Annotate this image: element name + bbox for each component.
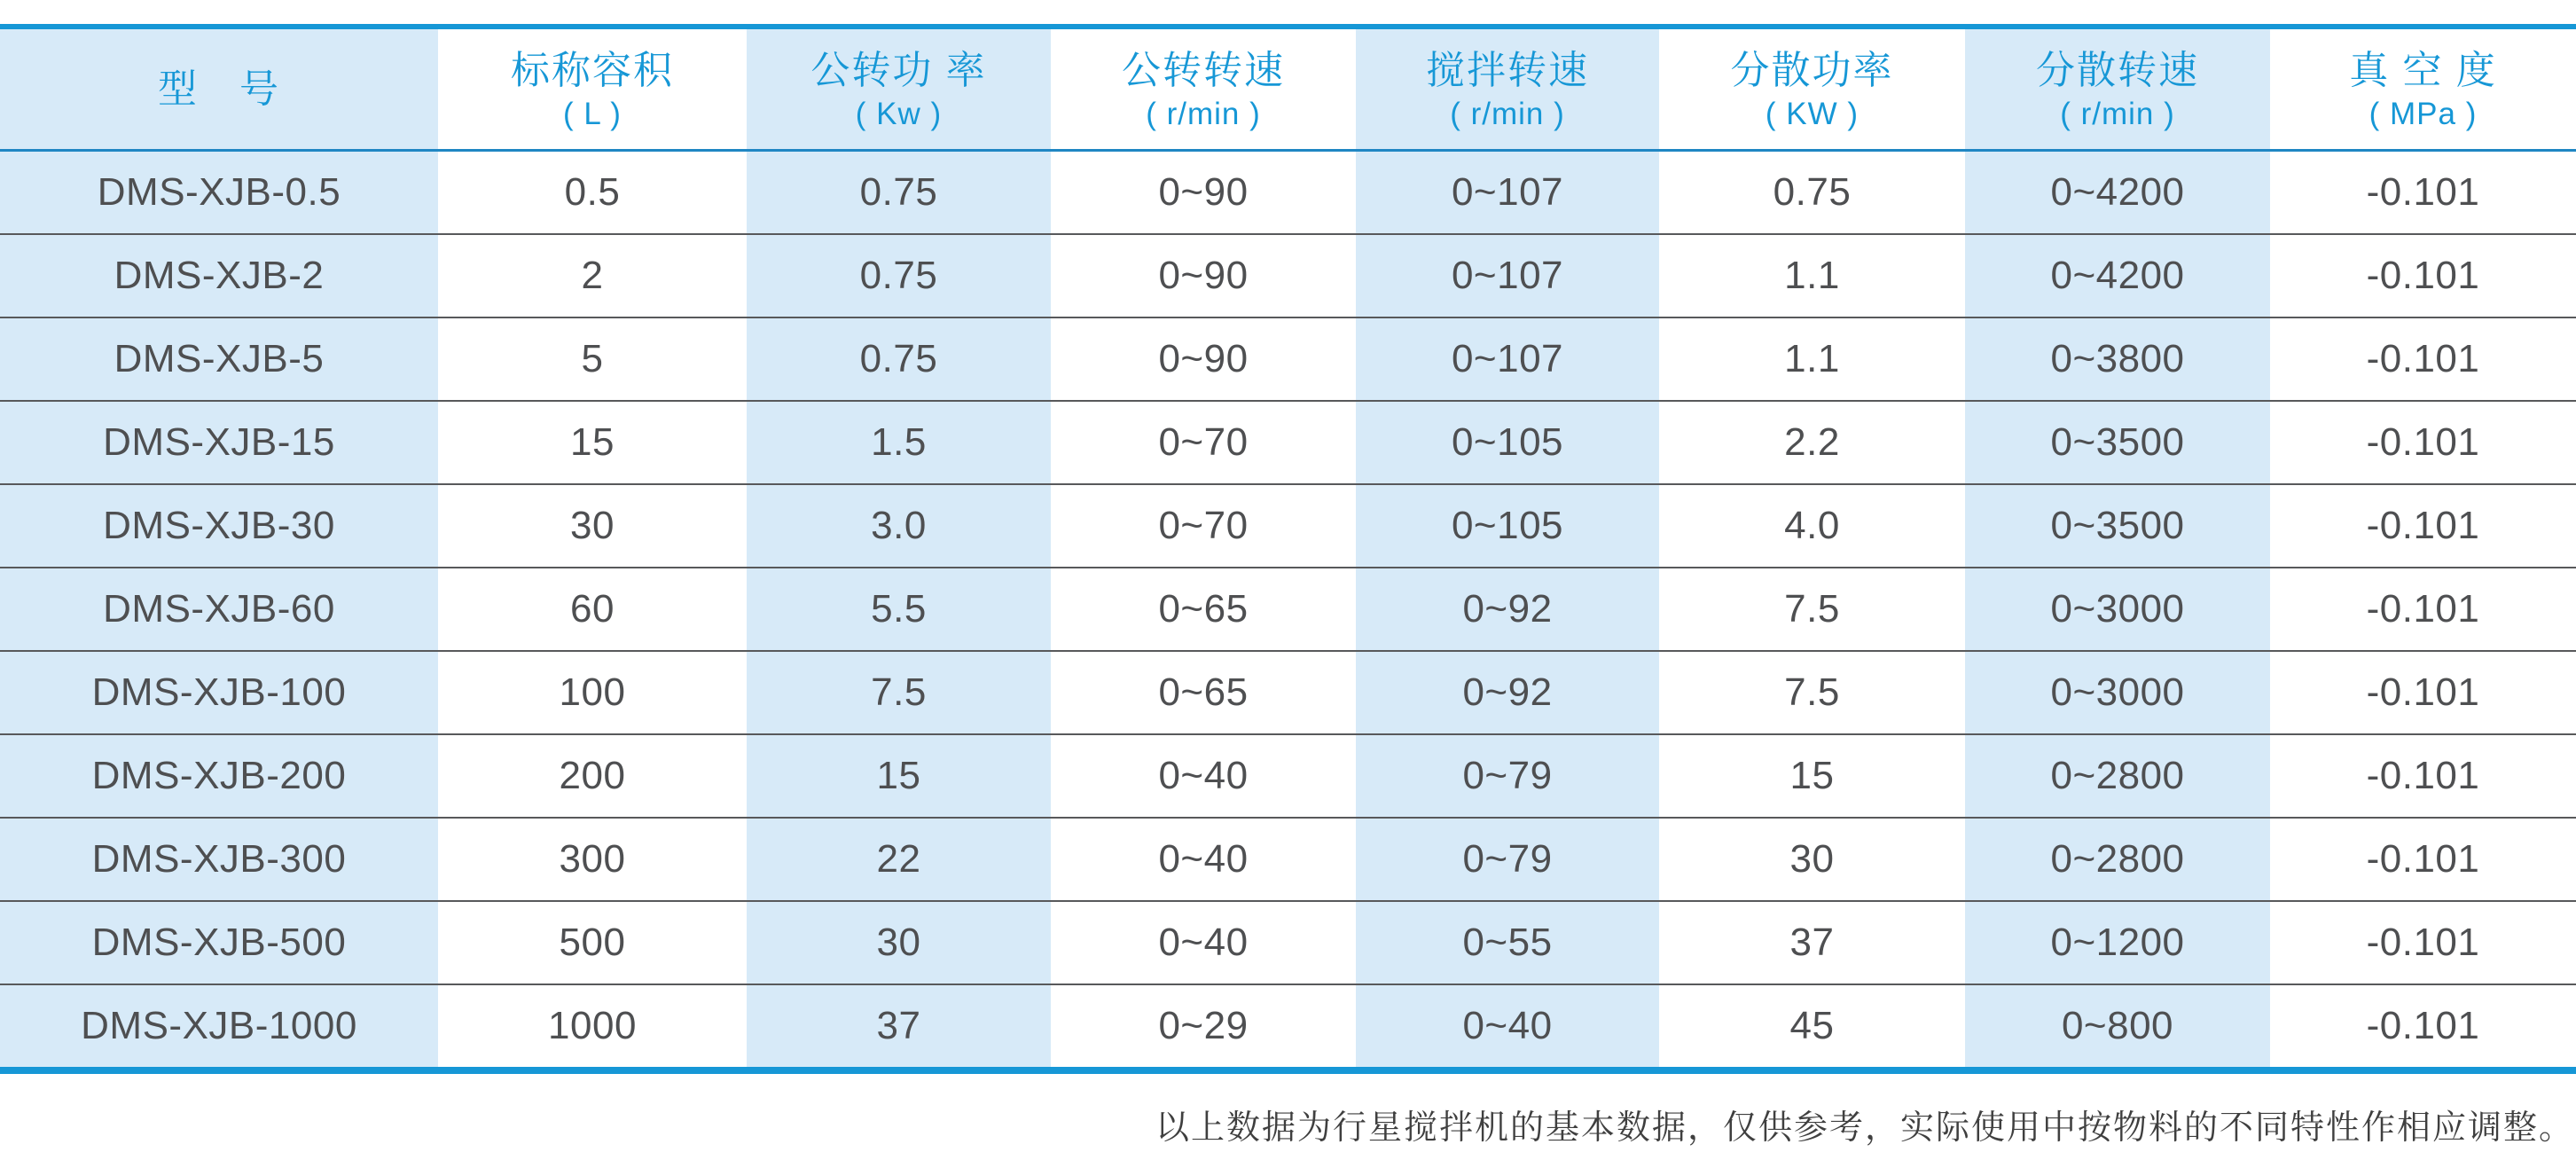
cell-capacity: 200 <box>438 734 747 818</box>
cell-revolution-power: 3.0 <box>747 484 1051 568</box>
cell-dispersion-power: 1.1 <box>1659 234 1965 317</box>
cell-model: DMS-XJB-2 <box>0 234 438 317</box>
header-cell-dispersion-power <box>1659 27 1965 151</box>
cell-stirring-speed: 0~105 <box>1356 401 1659 484</box>
cell-stirring-speed: 0~107 <box>1356 317 1659 401</box>
header-unit: ( r/min ) <box>2060 97 2175 131</box>
cell-stirring-speed: 0~107 <box>1356 234 1659 317</box>
header-unit: ( Kw ) <box>855 97 943 131</box>
cell-stirring-speed: 0~105 <box>1356 484 1659 568</box>
cell-revolution-speed: 0~40 <box>1051 734 1356 818</box>
cell-dispersion-speed: 0~3500 <box>1965 484 2270 568</box>
cell-dispersion-speed: 0~2800 <box>1965 734 2270 818</box>
cell-stirring-speed: 0~79 <box>1356 734 1659 818</box>
cell-dispersion-power: 45 <box>1659 984 1965 1070</box>
cell-vacuum-degree: -0.101 <box>2270 401 2576 484</box>
table-row <box>0 568 2576 651</box>
cell-revolution-speed: 0~40 <box>1051 818 1356 901</box>
header-cell-dispersion-speed <box>1965 27 2270 151</box>
header-label: 公转转速 <box>1122 49 1285 92</box>
cell-capacity: 15 <box>438 401 747 484</box>
cell-model: DMS-XJB-5 <box>0 317 438 401</box>
cell-dispersion-power: 7.5 <box>1659 651 1965 734</box>
header-cell-inner <box>747 29 1051 149</box>
cell-dispersion-power: 4.0 <box>1659 484 1965 568</box>
header-label: 分散转速 <box>2036 49 2199 92</box>
cell-revolution-power: 0.75 <box>859 170 938 214</box>
cell-model: DMS-XJB-15 <box>0 401 438 484</box>
cell-capacity: 500 <box>438 901 747 984</box>
cell-vacuum-degree: -0.101 <box>2366 170 2480 214</box>
cell-dispersion-speed: 0~3000 <box>1965 568 2270 651</box>
cell-stirring-speed: 0~79 <box>1356 818 1659 901</box>
header-unit: ( L ) <box>563 97 622 131</box>
cell-revolution-speed: 0~70 <box>1051 401 1356 484</box>
cell-vacuum-degree: -0.101 <box>2270 484 2576 568</box>
cell-revolution-power: 22 <box>747 818 1051 901</box>
cell-dispersion-power: 7.5 <box>1659 568 1965 651</box>
cell-revolution-speed: 0~29 <box>1051 984 1356 1070</box>
footer-note: 以上数据为行星搅拌机的基本数据，仅供参考，实际使用中按物料的不同特性作相应调整。 <box>1155 1108 2574 1147</box>
cell-revolution-power: 7.5 <box>747 651 1051 734</box>
header-label: 公转功 率 <box>810 49 987 92</box>
cell-capacity: 0.5 <box>564 170 621 214</box>
cell-dispersion-power: 30 <box>1659 818 1965 901</box>
cell-revolution-power: 15 <box>747 734 1051 818</box>
header-cell-inner <box>1356 29 1659 149</box>
header-label: 型 号 <box>158 67 280 111</box>
header-cell-inner <box>0 29 438 149</box>
cell-vacuum-degree: -0.101 <box>2270 901 2576 984</box>
header-cell-inner <box>1659 29 1965 149</box>
cell-model: DMS-XJB-200 <box>0 734 438 818</box>
cell-dispersion-power: 1.1 <box>1659 317 1965 401</box>
header-cell-inner <box>1051 29 1356 149</box>
header-cell-revolution-speed <box>1051 27 1356 151</box>
cell-model: DMS-XJB-100 <box>0 651 438 734</box>
cell-model: DMS-XJB-30 <box>0 484 438 568</box>
header-cell-capacity <box>438 27 747 151</box>
cell-stirring-speed: 0~92 <box>1356 651 1659 734</box>
planetary-mixer-spec-table <box>0 24 2576 1074</box>
table-row <box>0 317 2576 401</box>
table-row <box>0 818 2576 901</box>
cell-capacity: 30 <box>438 484 747 568</box>
cell-stirring-speed: 0~40 <box>1356 984 1659 1070</box>
table-header <box>0 27 2576 151</box>
header-cell-model <box>0 27 438 151</box>
header-cell-stirring-speed <box>1356 27 1659 151</box>
cell-revolution-speed: 0~90 <box>1051 234 1356 317</box>
header-label: 分散功率 <box>1730 49 1894 92</box>
table-row <box>0 651 2576 734</box>
cell-dispersion-speed: 0~2800 <box>1965 818 2270 901</box>
cell-capacity: 5 <box>438 317 747 401</box>
header-label: 标称容积 <box>511 49 674 92</box>
header-cell-inner <box>438 29 747 149</box>
header-label: 搅拌转速 <box>1426 49 1589 92</box>
table-row <box>0 484 2576 568</box>
cell-model: DMS-XJB-500 <box>0 901 438 984</box>
cell-stirring-speed: 0~107 <box>1451 170 1564 214</box>
cell-revolution-power: 0.75 <box>747 317 1051 401</box>
table-row <box>0 401 2576 484</box>
cell-vacuum-degree: -0.101 <box>2270 568 2576 651</box>
cell-model: DMS-XJB-1000 <box>0 984 438 1070</box>
header-label: 真 空 度 <box>2349 49 2497 92</box>
cell-revolution-power: 1.5 <box>747 401 1051 484</box>
cell-dispersion-power: 2.2 <box>1659 401 1965 484</box>
cell-capacity: 100 <box>438 651 747 734</box>
cell-dispersion-power: 0.75 <box>1773 170 1852 214</box>
table-row <box>0 234 2576 317</box>
cell-dispersion-speed: 0~1200 <box>1965 901 2270 984</box>
cell-vacuum-degree: -0.101 <box>2270 818 2576 901</box>
cell-stirring-speed: 0~55 <box>1356 901 1659 984</box>
cell-revolution-speed: 0~65 <box>1051 568 1356 651</box>
header-cell-revolution-power <box>747 27 1051 151</box>
cell-dispersion-power: 37 <box>1659 901 1965 984</box>
cell-model: DMS-XJB-300 <box>0 818 438 901</box>
cell-revolution-speed: 0~90 <box>1051 317 1356 401</box>
cell-revolution-power: 37 <box>747 984 1051 1070</box>
cell-capacity: 60 <box>438 568 747 651</box>
cell-capacity: 2 <box>438 234 747 317</box>
cell-capacity: 1000 <box>438 984 747 1070</box>
table-row <box>0 151 2576 235</box>
cell-vacuum-degree: -0.101 <box>2270 984 2576 1070</box>
cell-revolution-speed: 0~65 <box>1051 651 1356 734</box>
cell-revolution-speed: 0~40 <box>1051 901 1356 984</box>
cell-revolution-power: 5.5 <box>747 568 1051 651</box>
cell-dispersion-speed: 0~800 <box>1965 984 2270 1070</box>
cell-dispersion-speed: 0~3800 <box>1965 317 2270 401</box>
cell-dispersion-speed: 0~3000 <box>1965 651 2270 734</box>
cell-dispersion-power: 15 <box>1659 734 1965 818</box>
cell-model: DMS-XJB-0.5 <box>97 170 341 214</box>
cell-revolution-speed: 0~90 <box>1158 170 1249 214</box>
table-row <box>0 984 2576 1070</box>
cell-dispersion-speed: 0~4200 <box>2050 170 2185 214</box>
cell-vacuum-degree: -0.101 <box>2270 734 2576 818</box>
cell-dispersion-speed: 0~4200 <box>1965 234 2270 317</box>
cell-capacity: 300 <box>438 818 747 901</box>
cell-vacuum-degree: -0.101 <box>2270 317 2576 401</box>
header-row <box>0 27 2576 151</box>
cell-stirring-speed: 0~92 <box>1356 568 1659 651</box>
cell-dispersion-speed: 0~3500 <box>1965 401 2270 484</box>
header-unit: ( KW ) <box>1765 97 1860 131</box>
cell-revolution-power: 0.75 <box>747 234 1051 317</box>
header-cell-inner <box>1965 29 2270 149</box>
header-unit: ( MPa ) <box>2369 97 2478 131</box>
cell-model: DMS-XJB-60 <box>0 568 438 651</box>
cell-vacuum-degree: -0.101 <box>2270 234 2576 317</box>
table-body <box>0 151 2576 1071</box>
header-cell-vacuum-degree <box>2270 27 2576 151</box>
cell-revolution-power: 30 <box>747 901 1051 984</box>
table-row <box>0 901 2576 984</box>
cell-revolution-speed: 0~70 <box>1051 484 1356 568</box>
cell-vacuum-degree: -0.101 <box>2270 651 2576 734</box>
table-row <box>0 734 2576 818</box>
header-cell-inner <box>2270 29 2576 149</box>
header-unit: ( r/min ) <box>1450 97 1565 131</box>
header-unit: ( r/min ) <box>1146 97 1261 131</box>
